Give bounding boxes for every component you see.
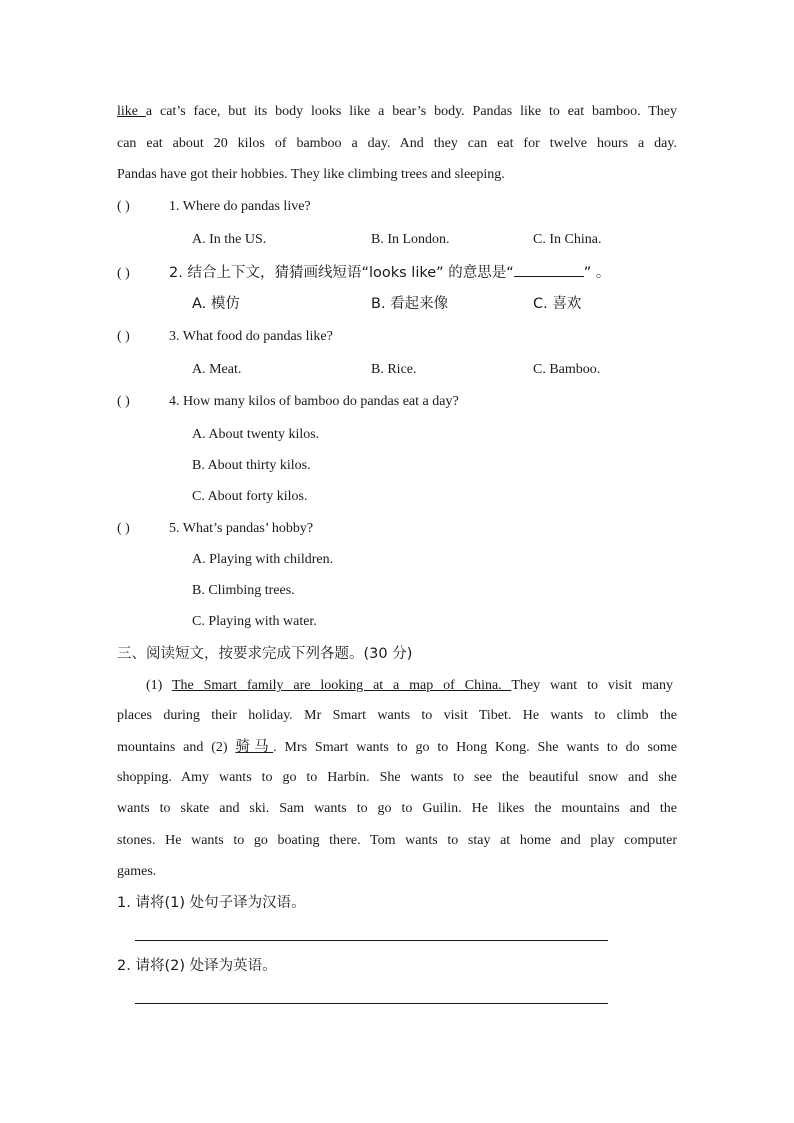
q1-option-a: A. In the US. — [192, 232, 267, 247]
question-3 — [117, 327, 677, 347]
question-3-stem: 3. What food do pandas like? — [169, 329, 333, 344]
question-5 — [117, 519, 677, 539]
q4-option-c: C. About forty kilos. — [192, 489, 308, 504]
q3-option-a: A. Meat. — [192, 362, 242, 377]
paragraph-text: They want to visit many — [511, 678, 673, 693]
q4-option-a: A. About twenty kilos. — [192, 427, 320, 442]
section-3-heading: 三、阅读短文，按要求完成下列各题。(30 分) — [117, 646, 413, 662]
q2-option-c: C. 喜欢 — [533, 296, 582, 312]
section-3-paragraph-line-4: shopping. Amy wants to go to Harbin. She wants to see the beautiful snow and she — [117, 770, 677, 785]
answer-parentheses[interactable]: ( ) — [117, 266, 130, 281]
q5-option-a: A. Playing with children. — [192, 552, 334, 567]
underlined-phrase-2: 骑马 — [235, 739, 274, 755]
q5-option-c: C. Playing with water. — [192, 614, 317, 629]
passage-line-2: can eat about 20 kilos of bamboo a day. And they can eat for twelve hours a day. — [117, 136, 677, 151]
section-3-paragraph-line-1 — [146, 676, 673, 696]
q1-option-b: B. In London. — [371, 232, 450, 247]
question-5-stem: 5. What’s pandas’ hobby? — [169, 521, 314, 536]
passage-line-1-text: a cat’s face, but its body looks like a bear’s body. Pandas like to eat bamboo. They — [145, 104, 677, 119]
task-1: 1. 请将(1) 处句子译为汉语。 — [117, 895, 306, 911]
paragraph-text: . Mrs Smart wants to go to Hong Kong. She wants to do some — [273, 740, 678, 755]
q3-option-b: B. Rice. — [371, 362, 417, 377]
paragraph-text: mountains and (2) — [117, 740, 236, 755]
underlined-sentence-1: The Smart family are looking at a map of China. — [171, 678, 512, 693]
section-3-paragraph-line-2: places during their holiday. Mr Smart wants to visit Tibet. He wants to climb the — [117, 708, 677, 723]
answer-parentheses[interactable]: ( ) — [117, 329, 130, 344]
answer-parentheses[interactable]: ( ) — [117, 199, 130, 214]
question-2 — [117, 262, 677, 284]
answer-parentheses[interactable]: ( ) — [117, 394, 130, 409]
q1-option-c: C. In China. — [533, 232, 602, 247]
passage-line-3: Pandas have got their hobbies. They like climbing trees and sleeping. — [117, 167, 505, 182]
passage-line-1 — [117, 102, 677, 122]
sentence-marker-1: (1) — [146, 678, 172, 693]
q2-option-b: B. 看起来像 — [371, 296, 449, 312]
section-3-paragraph-line-6: stones. He wants to go boating there. Tom wants to stay at home and play computer — [117, 833, 677, 848]
fill-in-blank[interactable] — [514, 262, 584, 277]
task-2-answer-line[interactable] — [135, 1003, 608, 1004]
q5-option-b: B. Climbing trees. — [192, 583, 295, 598]
task-1-answer-line[interactable] — [135, 940, 608, 941]
question-1 — [117, 197, 677, 217]
section-3-paragraph-line-7: games. — [117, 864, 157, 879]
question-2-stem-end: ” 。 — [583, 265, 611, 281]
q3-option-c: C. Bamboo. — [533, 362, 601, 377]
section-3-paragraph-line-3 — [117, 737, 677, 758]
underlined-phrase-like: like — [117, 104, 146, 119]
section-3-paragraph-line-5: wants to skate and ski. Sam wants to go to Guilin. He likes the mountains and the — [117, 801, 677, 816]
question-4-stem: 4. How many kilos of bamboo do pandas eat a day? — [169, 394, 459, 409]
question-2-stem: 2. 结合上下文，猜猜画线短语“looks like” 的意思是“ — [169, 265, 514, 281]
q4-option-b: B. About thirty kilos. — [192, 458, 311, 473]
question-4 — [117, 392, 677, 412]
question-1-stem: 1. Where do pandas live? — [169, 199, 311, 214]
task-2: 2. 请将(2) 处译为英语。 — [117, 958, 277, 974]
q2-option-a: A. 模仿 — [192, 296, 240, 312]
answer-parentheses[interactable]: ( ) — [117, 521, 130, 536]
